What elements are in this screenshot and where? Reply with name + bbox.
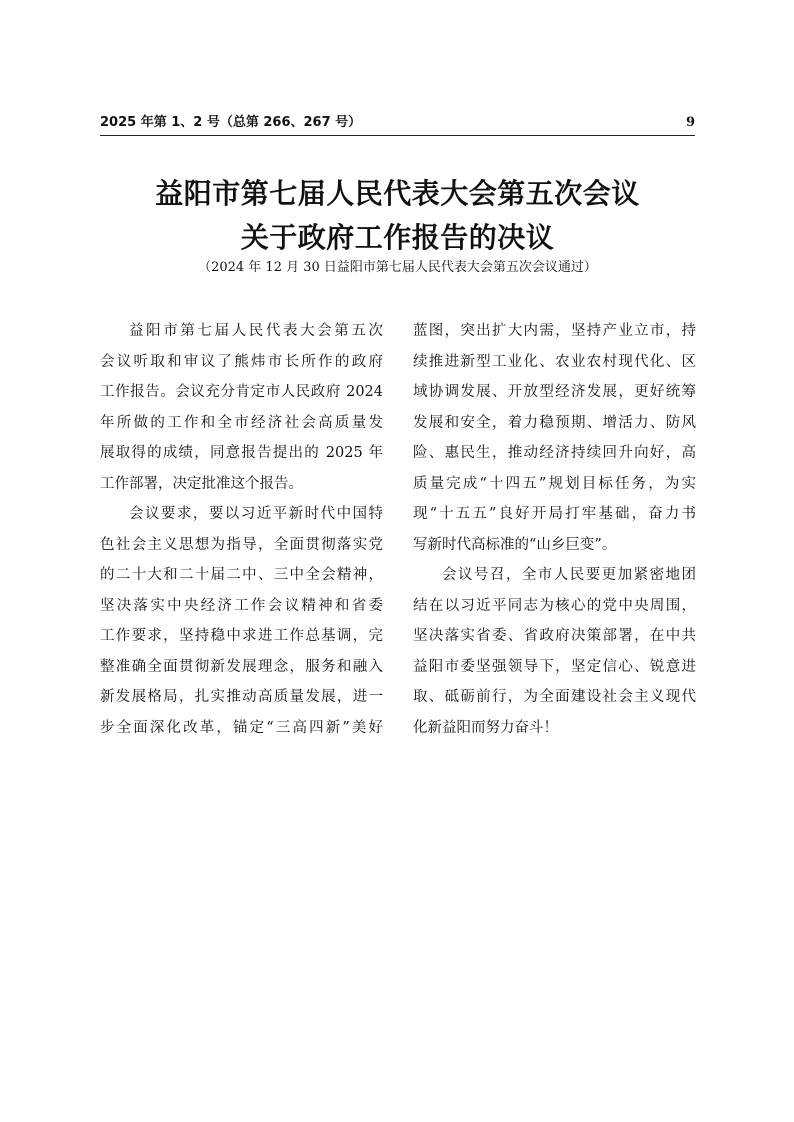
paragraph-line: 取、砥砺前行，为全面建设社会主义现代 (413, 689, 696, 705)
header-divider (100, 135, 695, 136)
paragraph-line: 域协调发展、开放型经济发展，更好统筹 (413, 384, 696, 400)
paragraph-line: 步全面深化改革，锚定“三高四新”美好 (100, 719, 383, 736)
paragraph-line: 续推进新型工业化、农业农村现代化、区 (413, 353, 696, 370)
paragraph-line: 益阳市委坚强领导下，坚定信心、锐意进 (413, 658, 696, 675)
paragraph-line: 质量完成“十四五”规划目标任务，为实 (413, 475, 696, 492)
paragraph-line: 会议听取和审议了熊炜市长所作的政府 (100, 353, 383, 370)
issue-label: 2025 年第 1、2 号（总第 266、267 号） (100, 115, 362, 130)
paragraph-line: 展取得的成绩，同意报告提出的 2025 年 (100, 445, 383, 461)
paragraph-line: 色社会主义思想为指导，全面贯彻落实党 (100, 536, 383, 553)
paragraph-line: 现“十五五”良好开局打牢基础，奋力书 (413, 506, 696, 522)
paragraph-line: 坚决落实省委、省政府决策部署，在中共 (413, 628, 696, 644)
paragraph-line: 蓝图，突出扩大内需，坚持产业立市，持 (413, 323, 696, 339)
paragraph-line: 险、惠民生，推动经济持续回升向好，高 (413, 445, 696, 461)
paragraph-line: 的二十大和二十届二中、三中全会精神， (100, 567, 383, 583)
page-header (100, 113, 695, 133)
paragraph-line: 会议号召，全市人民要更加紧密地团 (442, 567, 696, 583)
paragraph-line: 发展和安全，着力稳预期、增活力、防风 (413, 414, 696, 431)
paragraph-line: 新发展格局，扎实推动高质量发展，进一 (100, 689, 383, 705)
paragraph-line: 年所做的工作和全市经济社会高质量发 (100, 414, 383, 431)
paragraph-line: 化新益阳而努力奋斗！ (413, 719, 558, 736)
paragraph-line: 整准确全面贯彻新发展理念，服务和融入 (100, 658, 383, 675)
paragraph-line: 益阳市第七届人民代表大会第五次 (129, 323, 383, 339)
document-title (100, 172, 695, 260)
title-line-2: 关于政府工作报告的决议 (240, 221, 555, 254)
paragraph-line: 会议要求，要以习近平新时代中国特 (129, 506, 383, 522)
paragraph-line: 坚决落实中央经济工作会议精神和省委 (100, 597, 383, 614)
body-left-column (100, 316, 383, 743)
paragraph-line: 工作部署，决定批准这个报告。 (100, 475, 303, 492)
body-right-column (413, 316, 696, 743)
page-number: 9 (685, 115, 695, 130)
paragraph-line: 工作要求，坚持稳中求进工作总基调，完 (100, 628, 383, 644)
paragraph-line: 结在以习近平同志为核心的党中央周围， (413, 597, 696, 614)
document-subtitle: （2024 年 12 月 30 日益阳市第七届人民代表大会第五次会议通过） (198, 260, 597, 275)
title-line-1: 益阳市第七届人民代表大会第五次会议 (155, 177, 640, 210)
paragraph-line: 写新时代高标准的“山乡巨变”。 (413, 536, 617, 553)
paragraph-line: 工作报告。会议充分肯定市人民政府 2024 (100, 384, 383, 400)
